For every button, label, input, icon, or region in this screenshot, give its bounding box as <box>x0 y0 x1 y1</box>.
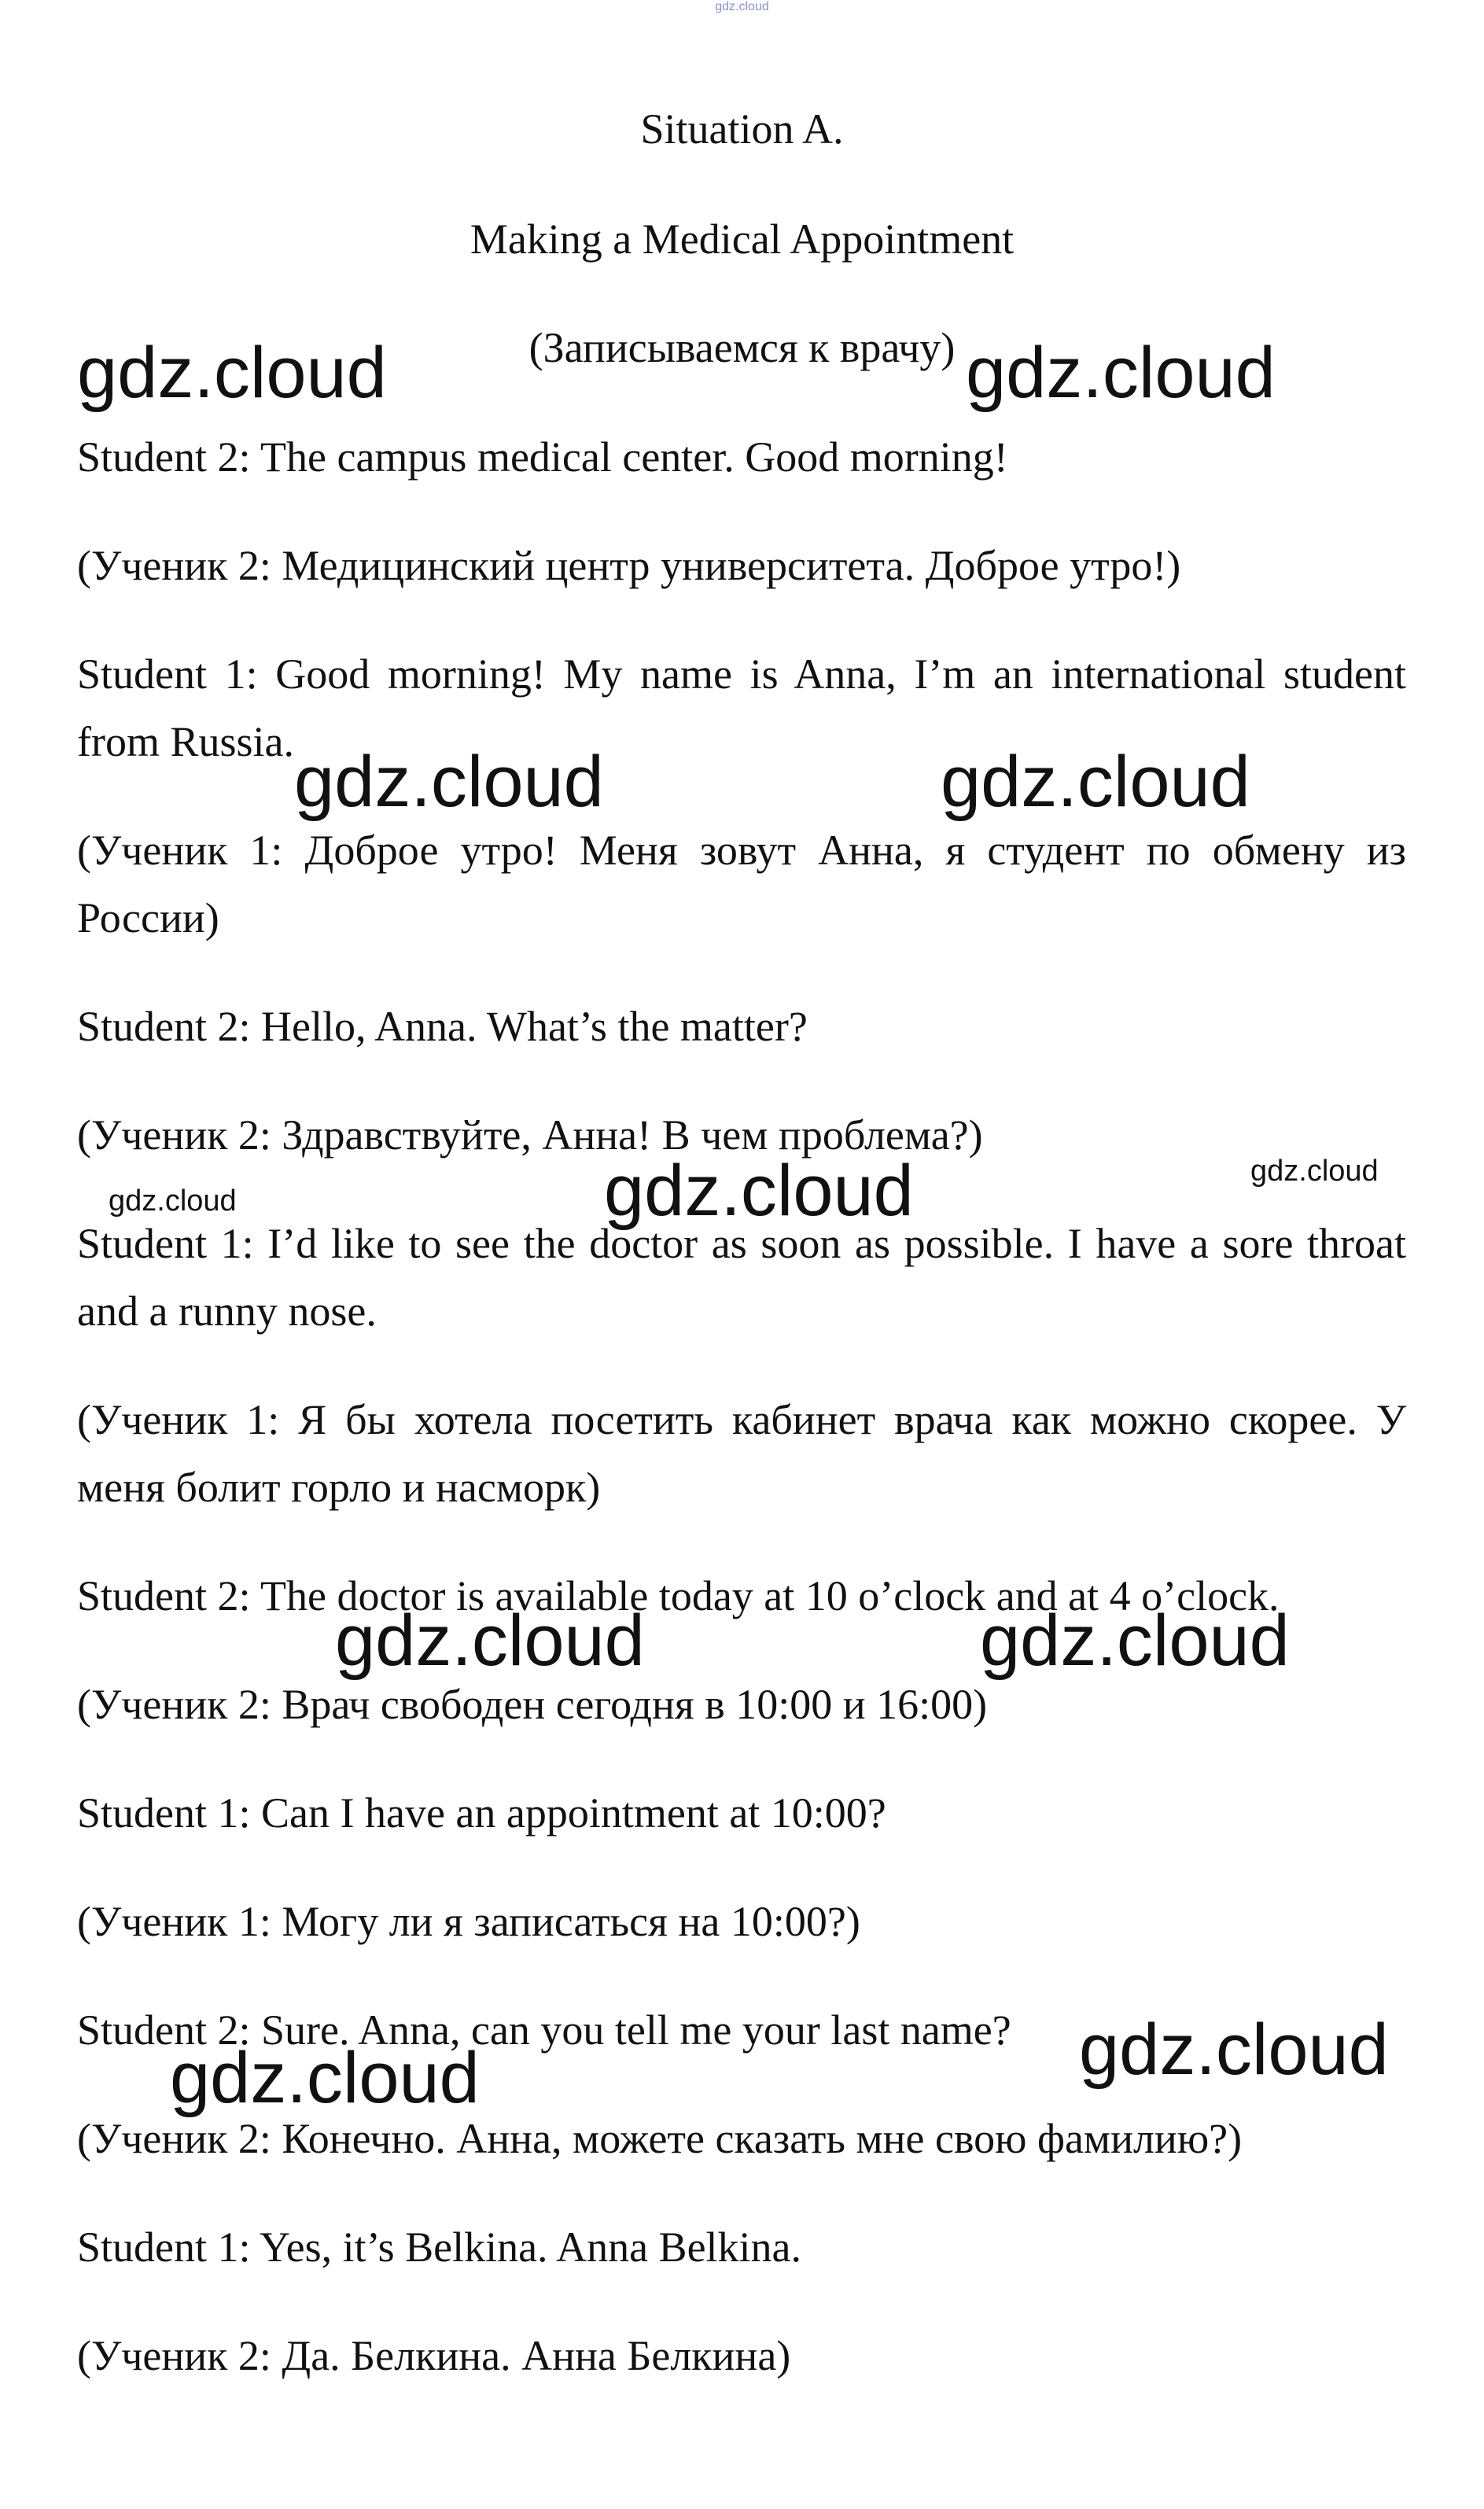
dialogue-line: Student 2: Sure. Anna, can you tell me your last name? <box>77 2006 1011 2054</box>
situation-heading: Situation A. <box>640 105 844 153</box>
document-subtitle: (Записываемся к врачу) <box>528 324 956 371</box>
dialogue-line: Student 1: I’d like to see the doctor as soon as possible. I have a sore throat and a runny nose. <box>77 1220 1406 1335</box>
dialogue-translation: (Ученик 1: Могу ли я записаться на 10:00?) <box>77 1898 860 1945</box>
dialogue-translation: (Ученик 2: Да. Белкина. Анна Белкина) <box>77 2332 791 2379</box>
dialogue-translation: (Ученик 2: Конечно. Анна, можете сказать мне свою фамилию?) <box>77 2115 1243 2162</box>
dialogue-translation: (Ученик 1: Я бы хотела посетить кабинет врача как можно скорее. У меня болит горло и насморк) <box>77 1396 1406 1511</box>
watermark: gdz.cloud <box>941 742 1250 822</box>
watermark: gdz.cloud <box>77 333 387 413</box>
watermark: gdz.cloud <box>1079 2010 1389 2090</box>
watermark: gdz.cloud <box>294 742 604 822</box>
site-mark: gdz.cloud <box>715 0 769 13</box>
dialogue-line: Student 1: Good morning! My name is Anna, I’m an international student from Russia. <box>77 650 1406 765</box>
document-title: Making a Medical Appointment <box>470 216 1014 263</box>
dialogue-line: Student 1: Yes, it’s Belkina. Anna Belkina. <box>77 2223 802 2271</box>
watermark: gdz.cloud <box>604 1151 914 1231</box>
watermark: gdz.cloud <box>335 1601 645 1681</box>
dialogue-line: Student 1: Can I have an appointment at 10:00? <box>77 1789 886 1837</box>
dialogue-translation: (Ученик 2: Медицинский центр университета. Доброе утро!) <box>77 542 1181 589</box>
dialogue-line: Student 2: The doctor is available today at 10 o’clock and at 4 o’clock. <box>77 1572 1280 1619</box>
watermark: gdz.cloud <box>980 1601 1290 1681</box>
dialogue-translation: (Ученик 1: Доброе утро! Меня зовут Анна, я студент по обмену из России) <box>77 827 1406 941</box>
watermark: gdz.cloud <box>1250 1155 1379 1188</box>
dialogue-translation: (Ученик 2: Здравствуйте, Анна! В чем проблема?) <box>77 1111 983 1159</box>
watermark: gdz.cloud <box>109 1184 237 1218</box>
watermark: gdz.cloud <box>966 333 1276 413</box>
dialogue-line: Student 2: The campus medical center. Good morning! <box>77 433 1008 481</box>
watermark: gdz.cloud <box>170 2038 480 2118</box>
dialogue-line: Student 2: Hello, Anna. What’s the matter? <box>77 1003 808 1050</box>
dialogue-translation: (Ученик 2: Врач свободен сегодня в 10:00 и 16:00) <box>77 1681 988 1728</box>
